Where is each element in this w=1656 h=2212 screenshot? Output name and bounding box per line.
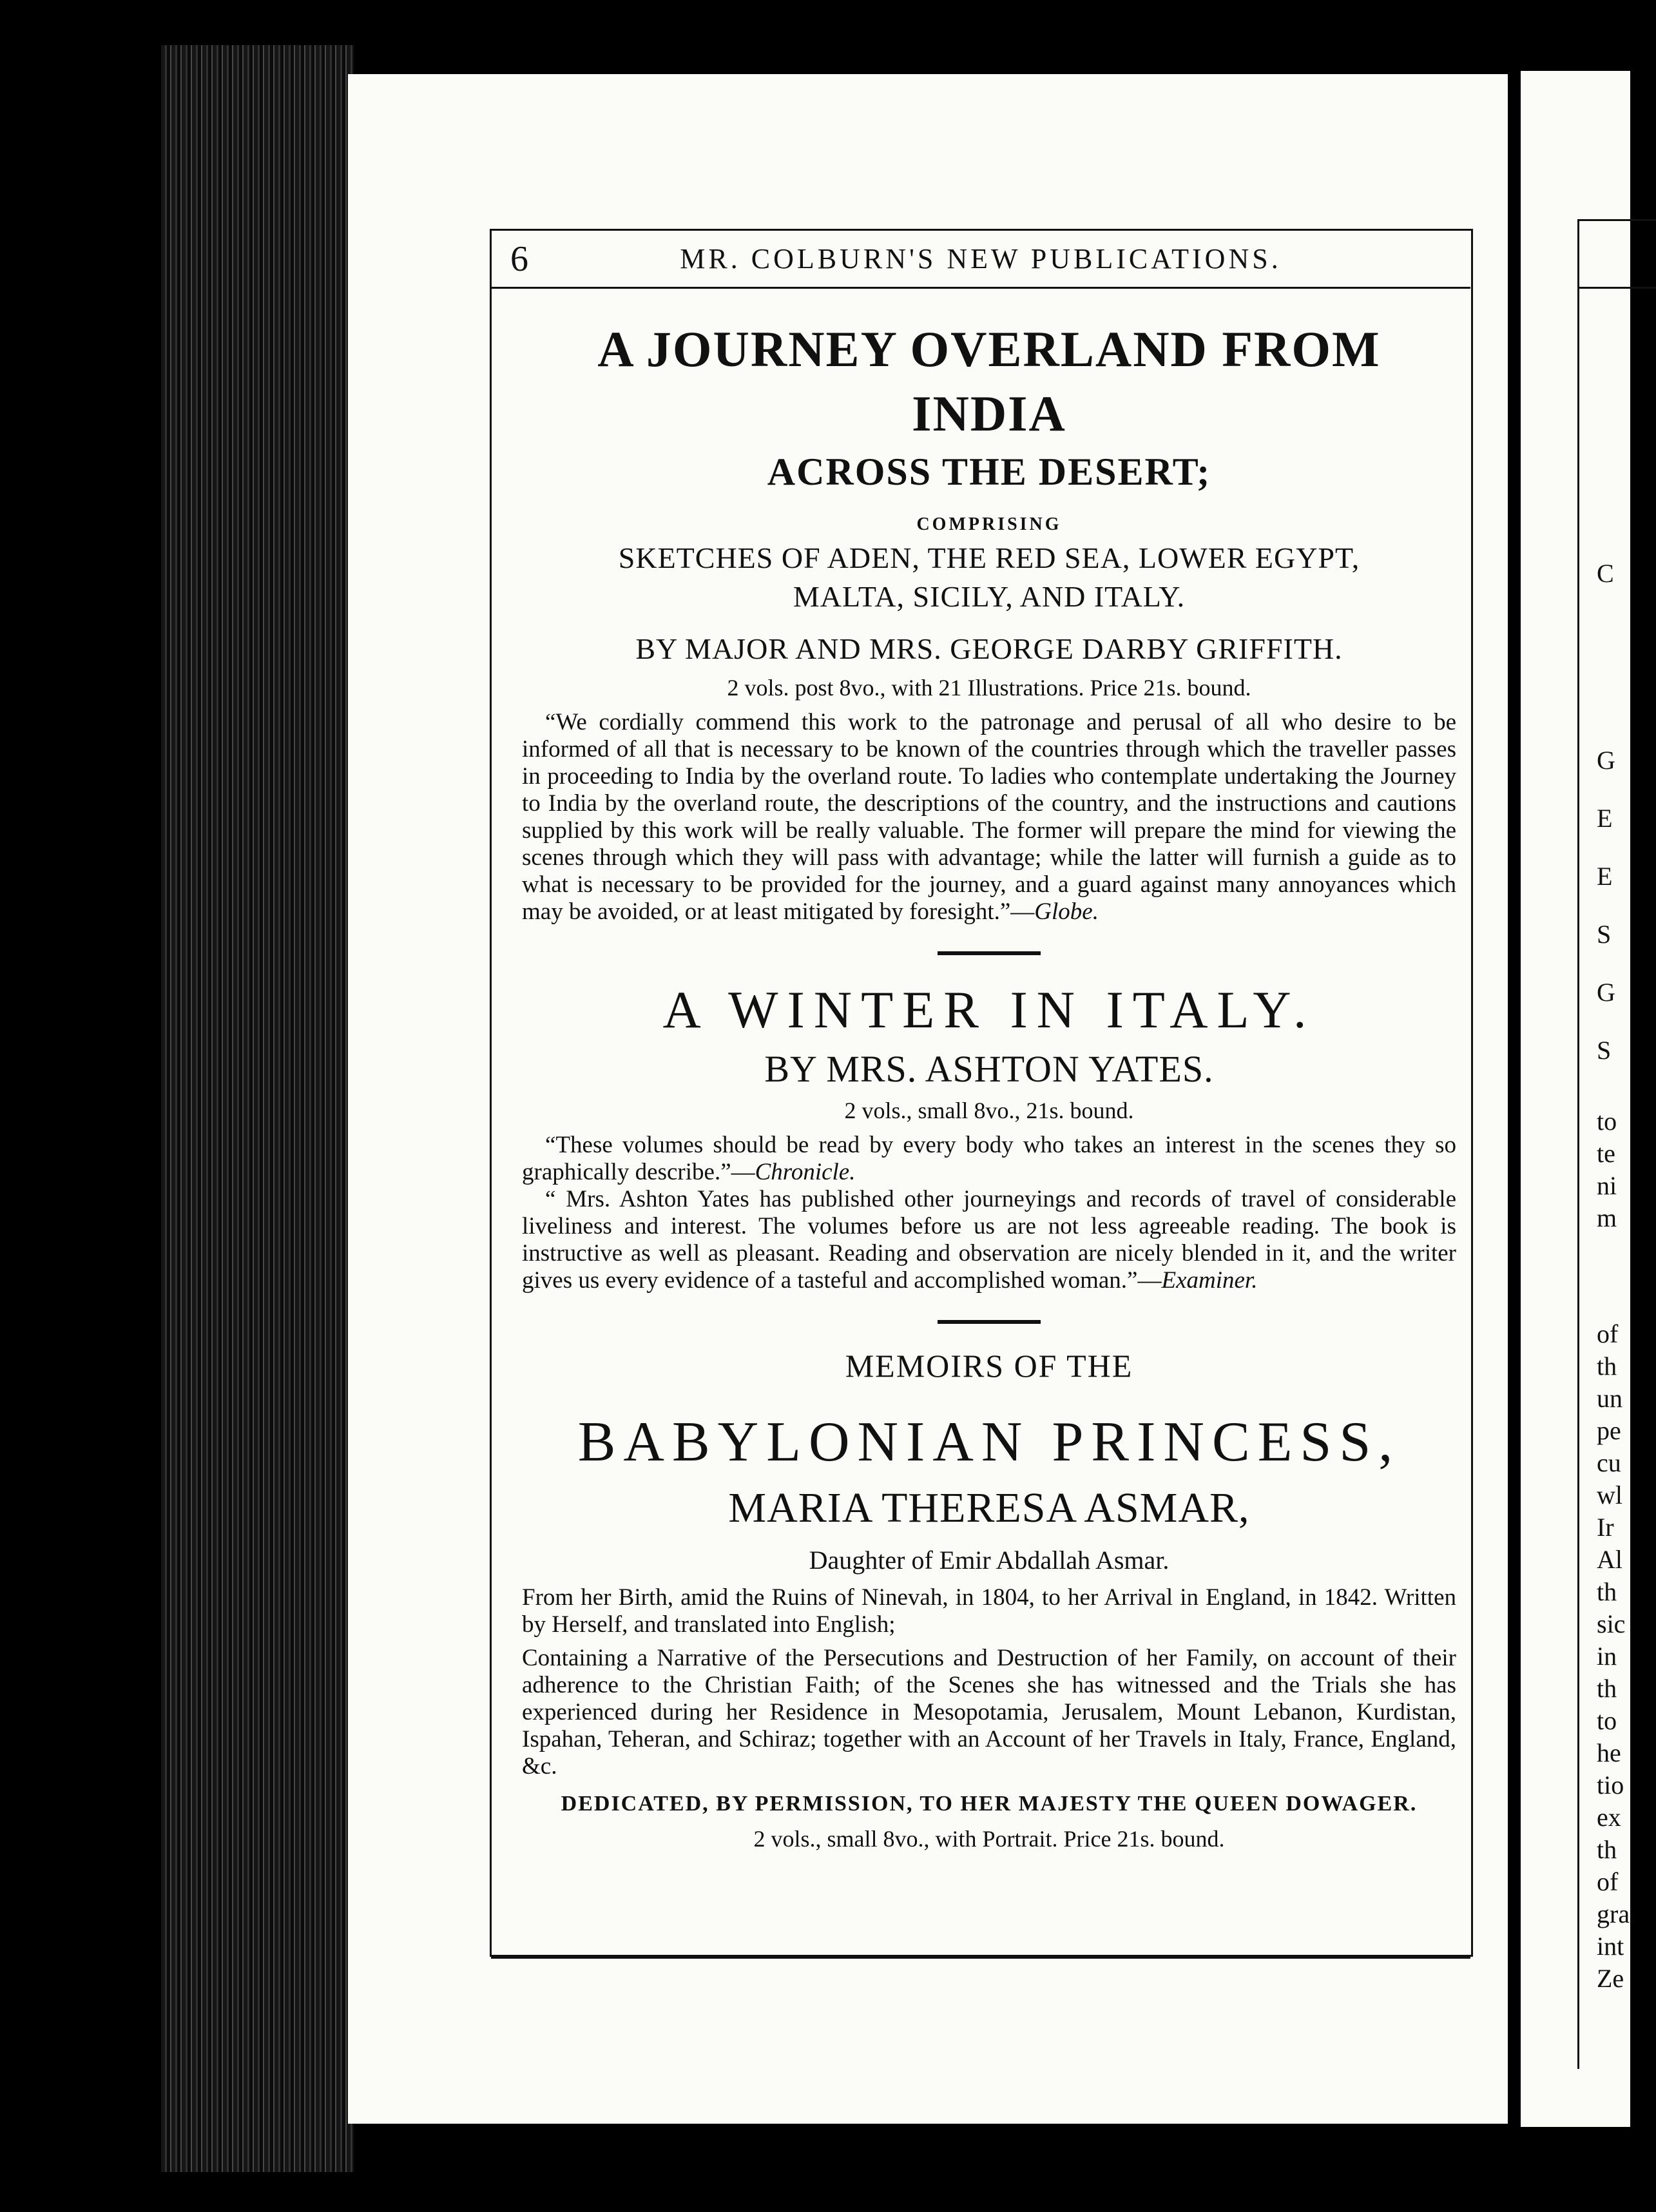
facing-page-text-fragment: of <box>1597 1319 1619 1348</box>
review-source: Examiner. <box>1161 1267 1258 1294</box>
facing-page-text-fragment: te <box>1597 1139 1615 1168</box>
memoirs-heading: MEMOIRS OF THE <box>845 1348 1133 1384</box>
book-price: 2 vols. post 8vo., with 21 Illustrations. Price 21s. bound. <box>727 675 1251 701</box>
page-number: 6 <box>510 239 528 279</box>
comprising-label: COMPRISING <box>916 514 1062 534</box>
facing-page-text-fragment: cu <box>1597 1448 1621 1477</box>
facing-page-text-fragment: G <box>1597 978 1615 1007</box>
facing-page-text-fragment: Al <box>1597 1545 1622 1574</box>
review-text: “We cordially commend this work to the patronage and perusal of all who desire to be informed of all that is necessary to be known of the countries through which the traveller passes in proceeding to India by the overland route. To ladies who contemplate undertaking the Journey to India by the overland route, the descriptions of the country, and the instructions and cautions supplied by this work will be really valuable. The former will prepare the mind for viewing the scenes through which they will pass with advantage; while the latter will furnish a guide as to what is necessary to be provided for the journey, and a guard against many annoyances which may be avoided, or at least mitigated by foresight.”— <box>522 709 1456 925</box>
facing-page-fragment <box>1521 71 1630 2127</box>
subject-name: MARIA THERESA ASMAR, <box>728 1484 1250 1531</box>
facing-page-text-fragment: un <box>1597 1384 1622 1413</box>
book-title: A JOURNEY OVERLAND FROM INDIA <box>597 321 1381 441</box>
review <box>522 709 1456 926</box>
running-title: MR. COLBURN'S NEW PUBLICATIONS. <box>680 243 1282 275</box>
facing-page-text-fragment: Ze <box>1597 1964 1624 1993</box>
book-page-edges <box>161 45 354 2172</box>
book-description <box>522 1584 1456 1780</box>
facing-page-text-fragment: int <box>1597 1932 1624 1961</box>
book-author: BY MRS. ASHTON YATES. <box>764 1048 1214 1090</box>
facing-page-text-fragment: Ir <box>1597 1513 1614 1542</box>
header-rule <box>491 287 1470 289</box>
reviews <box>522 1132 1456 1294</box>
facing-page-text-fragment: th <box>1597 1577 1617 1606</box>
subject-lineage: Daughter of Emir Abdallah Asmar. <box>809 1546 1170 1575</box>
facing-page-text-fragment: S <box>1597 920 1612 949</box>
facing-page-text-fragment: S <box>1597 1036 1612 1065</box>
review-text: “ Mrs. Ashton Yates has published other journeyings and records of travel of considerable liveliness and interest. The volumes before us are not less agreeable reading. The book is instructive as well as pleasant. Reading and observation are nicely blended in it, and the writer gives us every evidence of a tasteful and accomplished woman.”— <box>522 1186 1456 1294</box>
facing-page-text-fragment: G <box>1597 746 1615 775</box>
facing-page-rule <box>1579 287 1656 289</box>
facing-page-text-fragment: to <box>1597 1107 1617 1136</box>
facing-page-text-fragment: he <box>1597 1738 1621 1767</box>
section-divider <box>938 951 1041 955</box>
book-author: BY MAJOR AND MRS. GEORGE DARBY GRIFFITH. <box>635 632 1343 665</box>
contents-line: MALTA, SICILY, AND ITALY. <box>793 580 1186 613</box>
facing-page-text-fragment: in <box>1597 1642 1617 1671</box>
running-head <box>491 233 1470 285</box>
facing-page-text-fragment: E <box>1597 804 1613 833</box>
description-paragraph: From her Birth, amid the Ruins of Ninevah, in 1804, to her Arrival in England, in 1842. Written by Herself, and translated into English; <box>522 1584 1456 1638</box>
facing-page-text-fragment: m <box>1597 1203 1617 1232</box>
facing-page-text-fragment: C <box>1597 559 1614 588</box>
facing-page-text-fragment: ex <box>1597 1803 1621 1832</box>
facing-page-text-fragment: ni <box>1597 1171 1617 1200</box>
facing-page-text-fragment: th <box>1597 1674 1617 1703</box>
book-title: BABYLONIAN PRINCESS, <box>577 1411 1401 1473</box>
advert-babylonian-princess <box>522 1343 1456 1856</box>
facing-page-text-fragment: wl <box>1597 1480 1622 1509</box>
section-divider <box>938 1320 1041 1324</box>
description-paragraph: Containing a Narrative of the Persecutions and Destruction of her Family, on account of their adherence to the Christian Faith; of the Scenes she has witnessed and the Trials she has experienced during her Residence in Mesopotamia, Jerusalem, Mount Lebanon, Kurdistan, Ispahan, Teheran, and Schiraz; together with an Account of her Travels in Italy, France, England, &c. <box>522 1645 1456 1780</box>
book-price: 2 vols., small 8vo., with Portrait. Price 21s. bound. <box>753 1826 1225 1852</box>
facing-page-text-fragment: pe <box>1597 1416 1621 1445</box>
book-price: 2 vols., small 8vo., 21s. bound. <box>844 1098 1134 1123</box>
facing-page-text-fragment: tio <box>1597 1771 1624 1800</box>
dedication: DEDICATED, BY PERMISSION, TO HER MAJESTY THE QUEEN DOWAGER. <box>561 1792 1418 1816</box>
facing-page-text-fragment: gra <box>1597 1899 1630 1928</box>
advertisements <box>522 303 1456 1856</box>
facing-page-text-fragment: sic <box>1597 1609 1626 1638</box>
review-source: Globe. <box>1034 898 1099 925</box>
facing-page-text-fragment: of <box>1597 1867 1619 1896</box>
review-source: Chronicle. <box>755 1159 856 1185</box>
book-subtitle: ACROSS THE DESERT; <box>767 451 1211 493</box>
facing-page-text-fragment: th <box>1597 1352 1617 1381</box>
contents-line: SKETCHES OF ADEN, THE RED SEA, LOWER EGYPT, <box>618 541 1360 574</box>
facing-page-text-fragment: to <box>1597 1706 1617 1735</box>
facing-page-frame <box>1577 219 1579 2069</box>
facing-page-rule <box>1579 219 1656 221</box>
advert-journey-overland <box>522 317 1456 926</box>
frame-bottom-rule <box>491 1957 1470 1959</box>
advert-winter-in-italy <box>522 975 1456 1294</box>
book-title: A WINTER IN ITALY. <box>662 980 1316 1039</box>
review-text: “These volumes should be read by every body who takes an interest in the scenes they so graphically describe.”— <box>522 1132 1456 1185</box>
facing-page-text-fragment: th <box>1597 1835 1617 1864</box>
facing-page-text-fragment: E <box>1597 862 1613 891</box>
